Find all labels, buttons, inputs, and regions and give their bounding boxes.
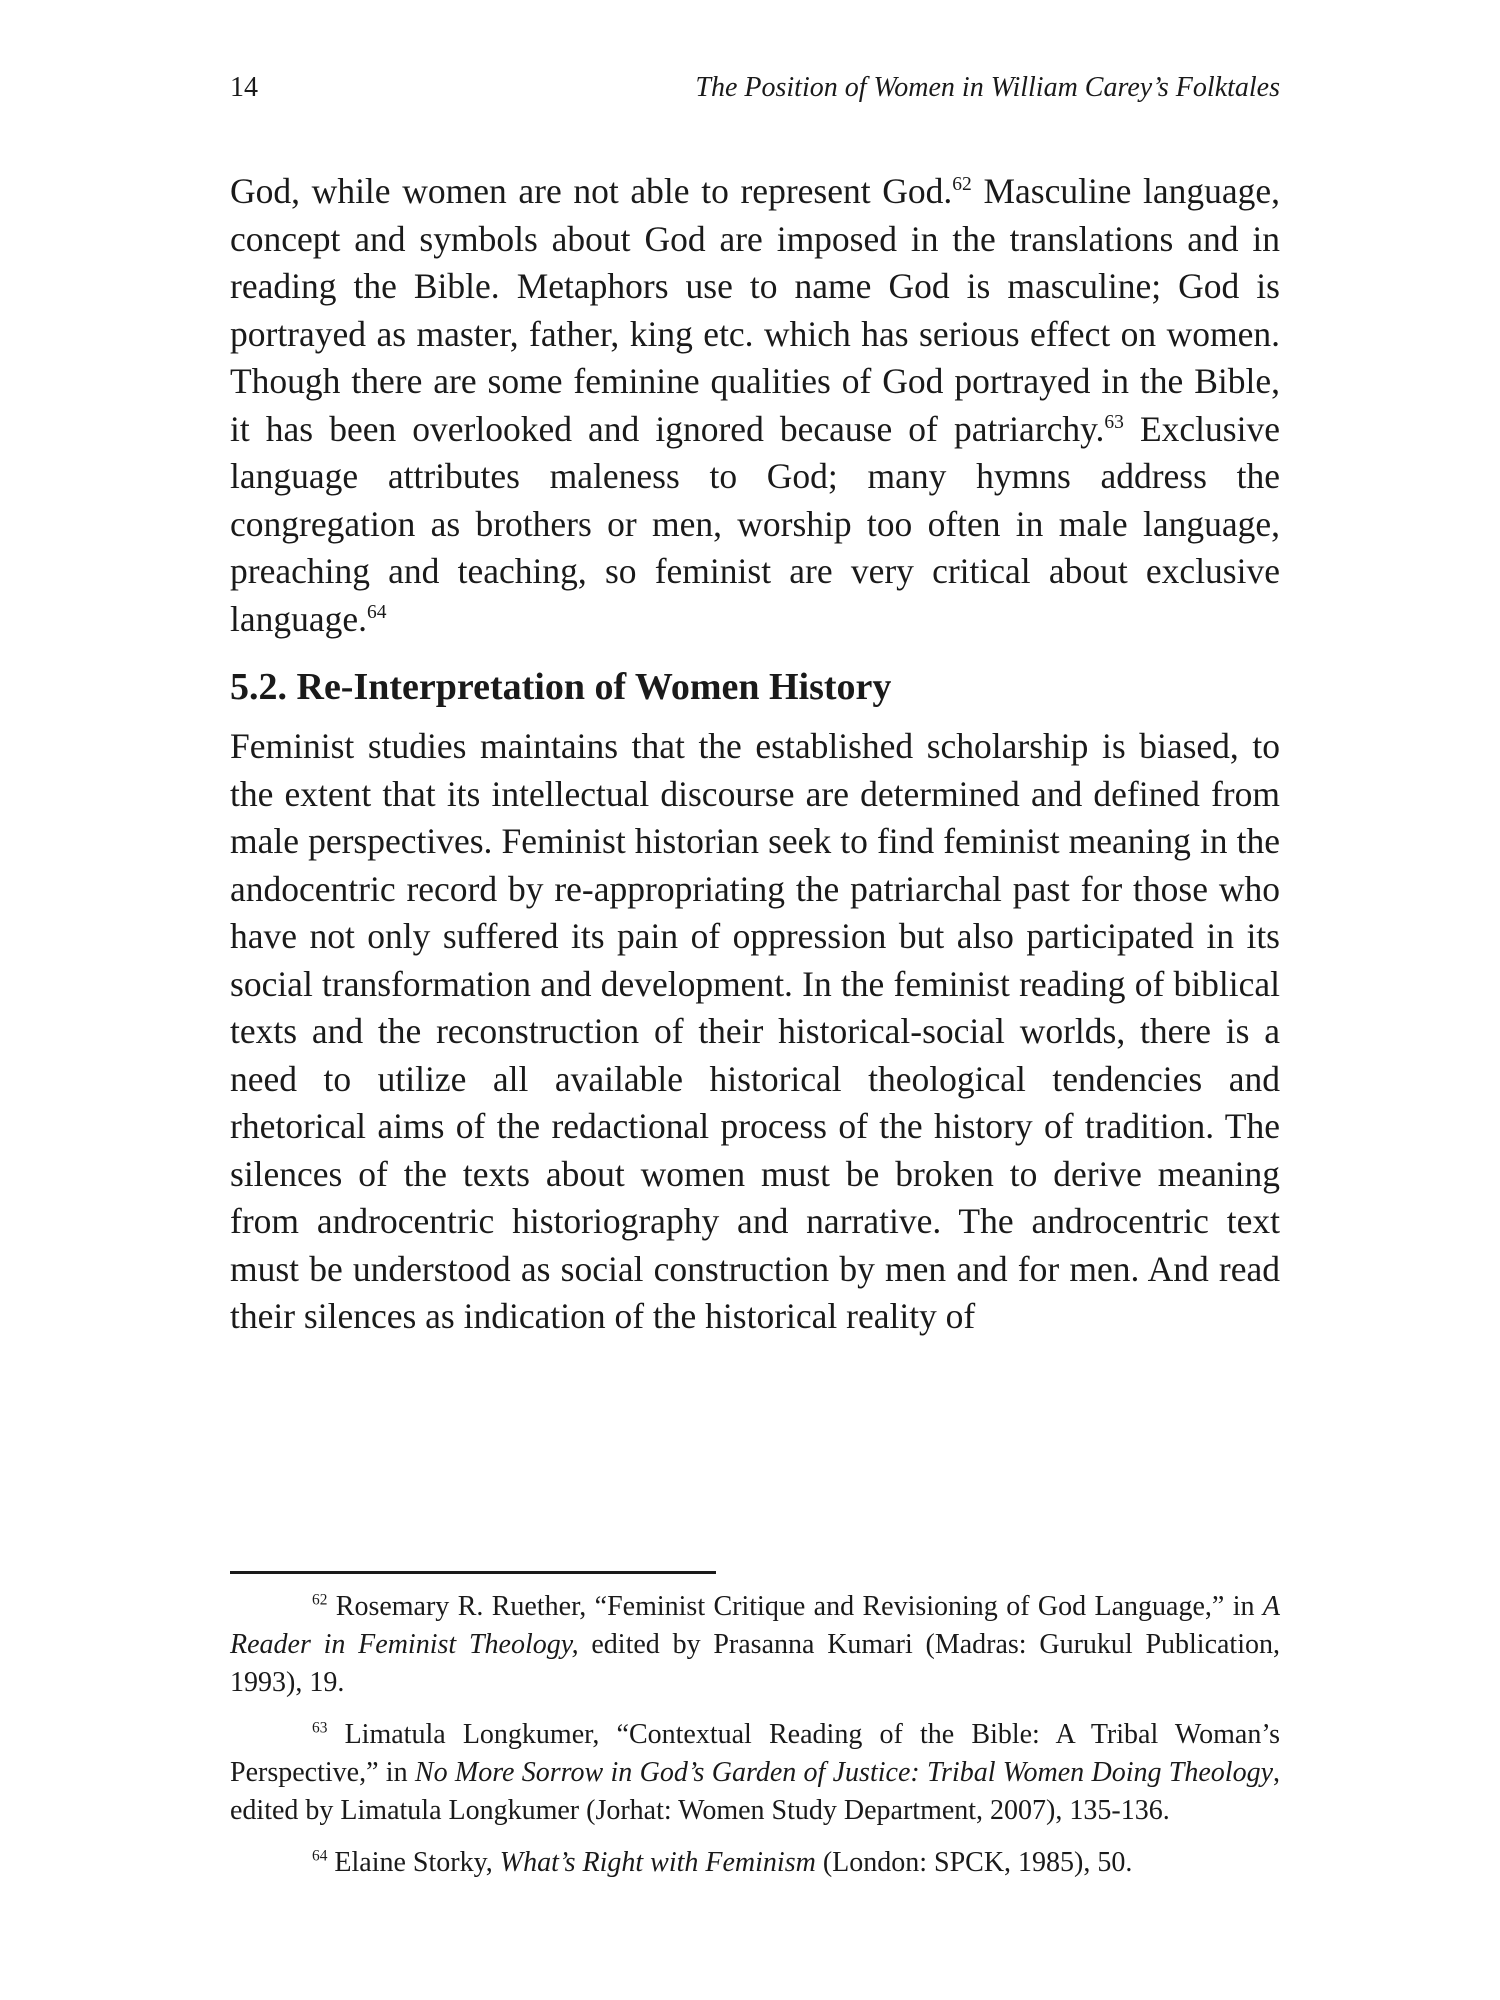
footnote-text: Elaine Storky, [327, 1847, 500, 1878]
footnote-64 [230, 1844, 1280, 1882]
running-title: The Position of Women in William Carey’s Folktales [695, 72, 1280, 103]
footnote-text: Limatula Longkumer, “Contextual Reading of the Bible: A Tribal Woman’s Perspective,” in [230, 1719, 1280, 1788]
footnote-ref-62: 62 [952, 174, 972, 196]
footnote-ref-64: 64 [367, 601, 387, 623]
paragraph-text: Masculine language, concept and symbols about God are imposed in the translations and in reading the Bible. Metaphors use to name God is masculine; God is portrayed as master, father, king etc. which has serious effect on women. Though there are some feminine qualities of God portrayed in the Bible, it has been overlooked and ignored because of patriarchy. [230, 171, 1280, 449]
body-text [230, 168, 1280, 1341]
page-number: 14 [230, 72, 258, 103]
footnotes [230, 1588, 1280, 1896]
running-head [230, 72, 1280, 112]
footnote-title: A Reader in Feminist Theology, [230, 1591, 1280, 1660]
footnote-title: No More Sorrow in God’s Garden of Justice: Tribal Women Doing Theology [414, 1757, 1274, 1788]
footnote-63 [230, 1716, 1280, 1830]
footnote-text: edited by Prasanna Kumari (Madras: Gurukul Publication, 1993), 19. [230, 1629, 1280, 1698]
footnote-number: 62 [312, 1591, 328, 1609]
paragraph-text: Exclusive language attributes maleness to God; many hymns address the congregation as brothers or men, worship too often in male language, preaching and teaching, so feminist are very critical about exclusive language. [230, 408, 1280, 639]
footnote-text: , edited by Limatula Longkumer (Jorhat: Women Study Department, 2007), 135-136. [230, 1757, 1281, 1826]
footnote-text: (London: SPCK, 1985), 50. [815, 1847, 1133, 1878]
footnote-divider [230, 1571, 716, 1574]
footnote-number: 64 [312, 1847, 328, 1865]
footnote-text: Rosemary R. Ruether, “Feminist Critique and Revisioning of God Language,” in [327, 1591, 1263, 1622]
section-heading: 5.2. Re-Interpretation of Women History [230, 666, 892, 708]
paragraph-2: Feminist studies maintains that the established scholarship is biased, to the extent that its intellectual discourse are determined and defined from male perspectives. Feminist historian seek to find feminist meaning in the andocentric record by re-appropriating the patriarchal past for those who have not only suffered its pain of oppression but also participated in its social transformation and development. In the feminist reading of biblical texts and the reconstruction of their historical-social worlds, there is a need to utilize all available historical theological tendencies and rhetorical aims of the redactional process of the history of tradition. The silences of the texts about women must be broken to derive meaning from androcentric historiography and narrative. The androcentric text must be understood as social construction by men and for men. And read their silences as indication of the historical reality of [230, 726, 1280, 1336]
footnote-title: What’s Right with Feminism [499, 1847, 816, 1878]
footnote-ref-63: 63 [1104, 411, 1124, 433]
paragraph-text: God, while women are not able to represent God. [230, 171, 953, 211]
footnote-number: 63 [312, 1719, 328, 1737]
paragraph-1 [230, 168, 1280, 643]
footnote-62 [230, 1588, 1280, 1702]
